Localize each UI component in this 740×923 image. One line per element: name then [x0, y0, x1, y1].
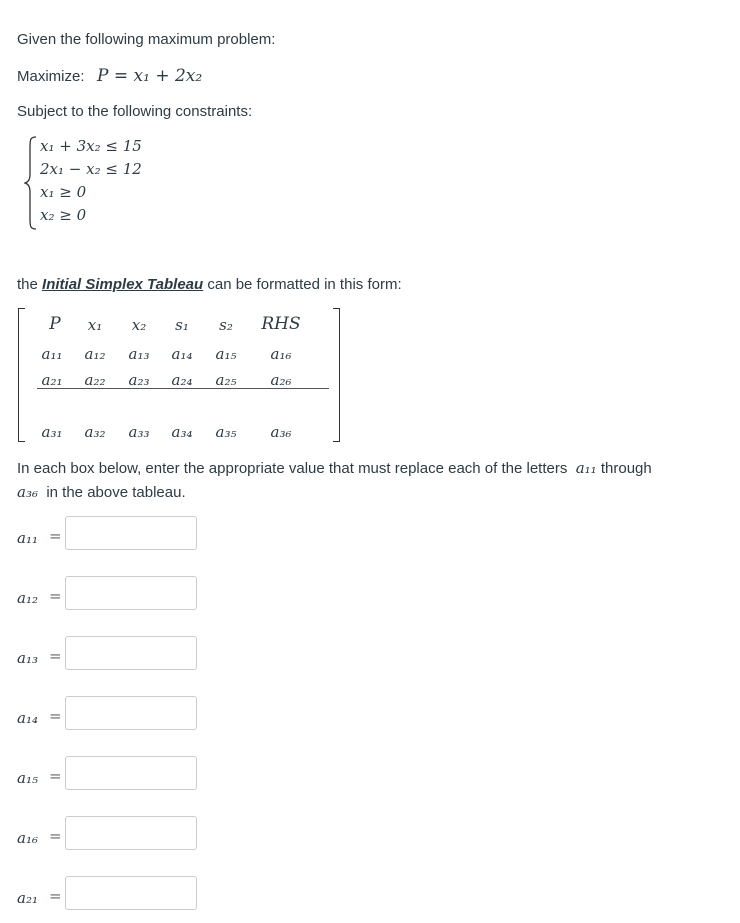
tableau-cell: a₃₆ — [270, 423, 292, 441]
tableau-cell: a₁₆ — [270, 345, 292, 363]
instruction-text: In each box below, enter the appropriate value that must replace each of the letters — [17, 460, 568, 477]
equals-sign: = — [49, 647, 62, 665]
tableau-cell: a₃₄ — [171, 423, 193, 441]
initial-simplex-tableau-link[interactable]: Initial Simplex Tableau — [42, 276, 204, 293]
instruction-line-1 — [17, 458, 652, 479]
tableau-cell: a₁₃ — [128, 345, 150, 363]
simplex-tableau-matrix — [18, 308, 340, 442]
constraint-system — [24, 136, 184, 230]
tableau-cell: a₁₁ — [41, 345, 63, 363]
constraint-4: x₂ ≥ 0 — [40, 206, 87, 224]
instruction-to: a₃₆ — [17, 483, 38, 501]
objective-expression: P = x₁ + 2x₂ — [97, 66, 203, 86]
equals-sign: = — [49, 587, 62, 605]
constraint-2: 2x₁ − x₂ ≤ 12 — [40, 160, 142, 178]
tableau-cell: a₂₅ — [215, 371, 237, 389]
answer-input-a14[interactable] — [65, 696, 197, 730]
answer-label: a₁₃ — [17, 649, 38, 667]
equals-sign: = — [49, 707, 62, 725]
left-brace-icon — [24, 136, 38, 230]
tableau-cell: a₃₃ — [128, 423, 150, 441]
tableau-cell: a₁₂ — [84, 345, 106, 363]
answer-label: a₂₁ — [17, 889, 38, 907]
answer-label: a₁₁ — [17, 529, 38, 547]
tableau-cell: a₂₄ — [171, 371, 193, 389]
constraints-intro: Subject to the following constraints: — [17, 103, 253, 120]
instruction-through: through — [600, 460, 652, 477]
tableau-cell: a₃₁ — [41, 423, 63, 441]
tableau-header: s₁ — [175, 316, 189, 334]
tableau-header: RHS — [261, 314, 301, 334]
answer-label: a₁₂ — [17, 589, 38, 607]
answer-label: a₁₆ — [17, 829, 38, 847]
tableau-cell: a₂₃ — [128, 371, 150, 389]
tableau-cell: a₃₅ — [215, 423, 237, 441]
equals-sign: = — [49, 827, 62, 845]
tableau-header: x₂ — [131, 316, 147, 334]
tableau-cell: a₂₁ — [41, 371, 63, 389]
equals-sign: = — [49, 767, 62, 785]
instruction-text-2: in the above tableau. — [46, 484, 186, 501]
answer-input-a16[interactable] — [65, 816, 197, 850]
answer-input-a13[interactable] — [65, 636, 197, 670]
constraint-1: x₁ + 3x₂ ≤ 15 — [40, 137, 142, 155]
tableau-header: s₂ — [219, 316, 233, 334]
answer-input-a12[interactable] — [65, 576, 197, 610]
tableau-cell: a₃₂ — [84, 423, 106, 441]
constraint-3: x₁ ≥ 0 — [40, 183, 87, 201]
tableau-intro-suffix: can be formatted in this form: — [203, 276, 402, 293]
tableau-cell: a₁₄ — [171, 345, 193, 363]
answer-input-a15[interactable] — [65, 756, 197, 790]
instruction-line-2 — [17, 482, 186, 503]
tableau-intro — [17, 275, 402, 295]
answer-input-a21[interactable] — [65, 876, 197, 910]
instruction-from: a₁₁ — [575, 459, 597, 477]
equals-sign: = — [49, 887, 62, 905]
tableau-header: P — [49, 314, 61, 334]
tableau-cell: a₁₅ — [215, 345, 237, 363]
tableau-cell: a₂₂ — [84, 371, 106, 389]
intro-text: Given the following maximum problem: — [17, 31, 276, 48]
matrix-right-bracket — [333, 308, 340, 442]
matrix-left-bracket — [18, 308, 25, 442]
objective-label: Maximize: — [17, 68, 85, 85]
equals-sign: = — [49, 527, 62, 545]
answer-input-a11[interactable] — [65, 516, 197, 550]
tableau-intro-prefix: the — [17, 276, 43, 293]
answer-label: a₁₅ — [17, 769, 38, 787]
tableau-cell: a₂₆ — [270, 371, 292, 389]
tableau-divider — [37, 388, 329, 389]
tableau-header: x₁ — [87, 316, 103, 334]
objective-line — [17, 66, 202, 87]
answer-label: a₁₄ — [17, 709, 38, 727]
